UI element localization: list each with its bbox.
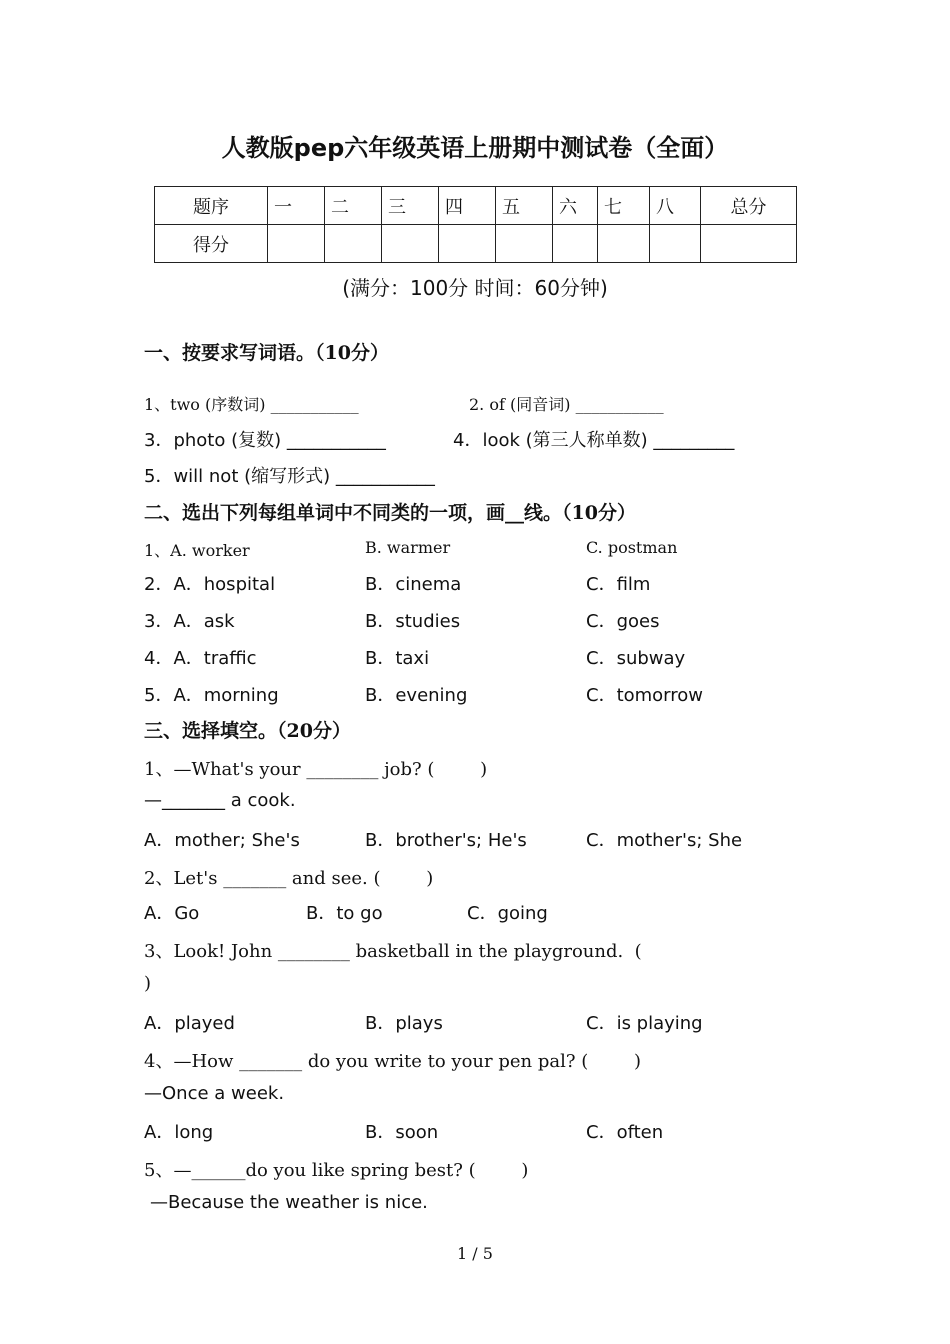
section1-title: 一、按要求写词语。 <box>144 342 316 364</box>
section3-q2-stem: 2、Let's _______ and see. ( ) <box>144 868 434 889</box>
section3-q3-close: ) <box>144 973 152 994</box>
section2-option: C．film <box>586 574 651 595</box>
section1-heading <box>144 338 389 365</box>
score-header-cell: 八 <box>650 187 701 225</box>
score-table-header-row <box>155 187 797 225</box>
score-header-cell: 二 <box>325 187 382 225</box>
score-blank-cell <box>268 225 325 263</box>
score-table <box>154 186 797 263</box>
section2-option: 1、A. worker <box>144 541 250 560</box>
score-blank-cell <box>598 225 650 263</box>
section3-q4-reply: —Once a week. <box>144 1083 285 1104</box>
score-header-cell: 总分 <box>701 187 797 225</box>
section2-option: C．subway <box>586 648 686 669</box>
section3-q1-option: A．mother; She's <box>144 830 300 851</box>
score-header-cell: 五 <box>496 187 553 225</box>
score-blank-cell <box>650 225 701 263</box>
section2-option: 2．A．hospital <box>144 574 276 595</box>
score-blank-cell <box>439 225 496 263</box>
section3-q2-option: B．to go <box>306 903 383 924</box>
score-table-score-row <box>155 225 797 263</box>
section3-q2-option: A．Go <box>144 903 200 924</box>
score-header-cell: 四 <box>439 187 496 225</box>
section3-q4-option: C．often <box>586 1122 664 1143</box>
section2-heading <box>144 498 636 525</box>
score-header-cell: 一 <box>268 187 325 225</box>
section3-q5-stem: 5、—______do you like spring best? ( ) <box>144 1160 529 1181</box>
section3-q1-option: B．brother's; He's <box>365 830 527 851</box>
section3-q1-reply: —_______ a cook. <box>144 790 296 811</box>
section2-option: B．studies <box>365 611 461 632</box>
score-blank-cell <box>325 225 382 263</box>
section3-q1-stem: 1、—What's your ________ job? ( ) <box>144 759 488 780</box>
section3-points: （20分） <box>277 720 351 742</box>
section2-option: C．tomorrow <box>586 685 704 706</box>
section1-q4: 4．look (第三人称单数) _________ <box>453 430 735 451</box>
section2-option: C. postman <box>586 538 678 557</box>
score-header-cell: 六 <box>553 187 598 225</box>
section3-q1-option: C．mother's; She <box>586 830 743 851</box>
score-row-label: 得分 <box>155 225 268 263</box>
score-header-cell: 七 <box>598 187 650 225</box>
time-info: (满分：100分 时间：60分钟) <box>342 276 608 300</box>
section3-q3-option: B．plays <box>365 1013 443 1034</box>
section2-option: B．taxi <box>365 648 430 669</box>
section1-points: （10分） <box>315 342 389 364</box>
section3-q5-reply: —Because the weather is nice. <box>150 1192 428 1213</box>
section2-option: B．cinema <box>365 574 462 595</box>
page-title: 人教版pep六年级英语上册期中测试卷（全面） <box>221 134 729 162</box>
section3-title: 三、选择填空。 <box>144 720 278 742</box>
page-number: 1 / 5 <box>457 1244 493 1263</box>
section1-q5: 5．will not (缩写形式) ___________ <box>144 466 435 487</box>
score-blank-cell <box>382 225 439 263</box>
score-blank-cell <box>701 225 797 263</box>
section3-heading <box>144 716 351 743</box>
section3-q4-option: B．soon <box>365 1122 439 1143</box>
section3-q2-option: C．going <box>467 903 548 924</box>
score-blank-cell <box>496 225 553 263</box>
section3-q4-stem: 4、—How _______ do you write to your pen pal? ( ) <box>144 1051 642 1072</box>
section3-q3-option: A．played <box>144 1013 235 1034</box>
section2-option: 3．A．ask <box>144 611 235 632</box>
section2-title: 二、选出下列每组单词中不同类的一项，画__线。 <box>144 502 563 524</box>
section2-option: C．goes <box>586 611 660 632</box>
score-header-cell: 三 <box>382 187 439 225</box>
score-blank-cell <box>553 225 598 263</box>
section2-option: B. warmer <box>365 538 451 557</box>
section1-q1: 1、two (序数词) ___________ <box>144 395 359 414</box>
section2-option: 5．A．morning <box>144 685 279 706</box>
section2-option: 4．A．traffic <box>144 648 257 669</box>
section3-q3-option: C．is playing <box>586 1013 703 1034</box>
section2-points: （10分） <box>562 502 636 524</box>
section1-q3: 3．photo (复数) ___________ <box>144 430 386 451</box>
score-header-cell: 题序 <box>155 187 268 225</box>
section3-q3-stem: 3、Look! John ________ basketball in the playground. ( <box>144 941 642 962</box>
section2-option: B．evening <box>365 685 468 706</box>
section3-q4-option: A．long <box>144 1122 214 1143</box>
section1-q2: 2. of (同音词) ___________ <box>469 395 664 414</box>
